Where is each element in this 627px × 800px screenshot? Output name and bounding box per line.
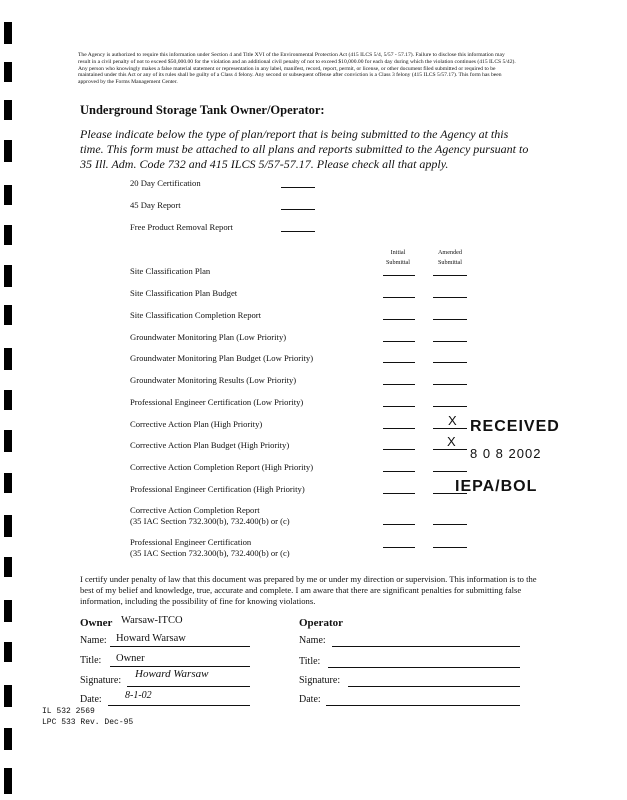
operator-name-label: Name: bbox=[299, 635, 326, 646]
initial-line[interactable] bbox=[383, 362, 415, 363]
amended-line[interactable] bbox=[433, 428, 467, 429]
operator-title-label: Title: bbox=[299, 656, 321, 667]
owner-signature: Howard Warsaw bbox=[135, 668, 209, 680]
owner-title-field[interactable] bbox=[110, 666, 250, 667]
amended-line[interactable] bbox=[433, 471, 467, 472]
certification-statement: I certify under penalty of law that this document was prepared by me or under my direction or supervision. This information is to the best of my belief and knowledge, true, accurate and complete. I am aware that there are significant penalties for submitting false information, including the possibility of fine for knowing violations. bbox=[80, 574, 537, 606]
item-pe-certification-high: Professional Engineer Certification (High Priority) bbox=[130, 484, 305, 494]
initial-line[interactable] bbox=[383, 275, 415, 276]
item-site-classification-completion: Site Classification Completion Report bbox=[130, 310, 262, 320]
item-corrective-action-completion-report: Corrective Action Completion Report bbox=[130, 505, 260, 515]
amended-line[interactable] bbox=[433, 384, 467, 385]
initial-line[interactable] bbox=[383, 297, 415, 298]
item-gw-monitoring-budget-low: Groundwater Monitoring Plan Budget (Low Priority) bbox=[130, 353, 314, 363]
owner-date-field[interactable] bbox=[108, 705, 250, 706]
initial-line[interactable] bbox=[383, 319, 415, 320]
received-stamp-date: 8 0 8 2002 bbox=[470, 446, 542, 461]
initial-line[interactable] bbox=[383, 341, 415, 342]
item-gw-monitoring-plan-low: Groundwater Monitoring Plan (Low Priority) bbox=[130, 332, 287, 342]
legal-notice: The Agency is authorized to require this information under Section 4 and Title XVI of the Environmental Protection Act (415 ILCS 5/4, 5/57 - 57.17). Failure to disclose this information may result in a civil penalty of not to exceed $50,000.00 for the violation and an additional civil penalty of not to exceed $10,000.00 for each day during which the violation continues (415 ILCS 5/42). Any person who knowingly makes a false material statement or representation in any label, manifest, record, report, permit, or license, or other document filed submitted or required to be maintained under this Act or any of its rules shall be guilty of a Class 4 felony. Any second or subsequent offense after conviction is a Class 3 felony (415 ILCS 5/57.17). This form has been approved by the Forms Management Center. bbox=[78, 52, 516, 86]
amended-line[interactable] bbox=[433, 449, 467, 450]
operator-signature-field[interactable] bbox=[348, 686, 520, 687]
item-20-day-certification: 20 Day Certification bbox=[130, 178, 201, 188]
amended-line[interactable] bbox=[433, 275, 467, 276]
amended-line[interactable] bbox=[433, 524, 467, 525]
item-pe-certification-low: Professional Engineer Certification (Low Priority) bbox=[130, 397, 304, 407]
item-site-classification-budget: Site Classification Plan Budget bbox=[130, 288, 238, 298]
owner-company: Warsaw-ITCO bbox=[121, 615, 183, 626]
initial-line[interactable] bbox=[383, 524, 415, 525]
initial-line[interactable] bbox=[383, 547, 415, 548]
owner-name-value: Howard Warsaw bbox=[116, 633, 186, 644]
owner-name-field[interactable] bbox=[110, 646, 250, 647]
item-pe-certification: Professional Engineer Certification bbox=[130, 537, 252, 547]
owner-date-value: 8-1-02 bbox=[125, 690, 152, 701]
operator-heading: Operator bbox=[299, 617, 343, 629]
column-initial-submittal: Initial Submittal bbox=[385, 249, 411, 266]
operator-name-field[interactable] bbox=[332, 646, 520, 647]
initial-line[interactable] bbox=[383, 449, 415, 450]
checkbox-line-free-product[interactable] bbox=[281, 231, 315, 232]
amended-line[interactable] bbox=[433, 319, 467, 320]
operator-signature-label: Signature: bbox=[299, 675, 341, 686]
checkmark-x: X bbox=[447, 434, 456, 449]
item-corrective-action-completion-high: Corrective Action Completion Report (High Priority) bbox=[130, 462, 314, 472]
owner-heading: Owner bbox=[80, 617, 113, 629]
owner-signature-label: Signature: bbox=[80, 675, 122, 686]
item-pe-certification-section: (35 IAC Section 732.300(b), 732.400(b) or (c) bbox=[130, 548, 290, 558]
amended-line[interactable] bbox=[433, 547, 467, 548]
owner-date-label: Date: bbox=[80, 694, 102, 705]
received-stamp: RECEIVED bbox=[470, 418, 560, 435]
checkbox-line-45-day[interactable] bbox=[281, 209, 315, 210]
form-id: IL 532 2569 bbox=[42, 707, 95, 716]
form-revision: LPC 533 Rev. Dec-95 bbox=[42, 718, 134, 727]
column-amended-submittal: Amended Submittal bbox=[437, 249, 463, 266]
item-45-day-report: 45 Day Report bbox=[130, 200, 181, 210]
item-ca-completion-section: (35 IAC Section 732.300(b), 732.400(b) or (c) bbox=[130, 516, 290, 526]
item-free-product-removal: Free Product Removal Report bbox=[130, 222, 233, 232]
operator-date-field[interactable] bbox=[326, 705, 520, 706]
owner-title-label: Title: bbox=[80, 655, 102, 666]
amended-line[interactable] bbox=[433, 362, 467, 363]
owner-signature-field[interactable] bbox=[127, 686, 250, 687]
owner-title-value: Owner bbox=[116, 653, 145, 664]
amended-line[interactable] bbox=[433, 341, 467, 342]
item-gw-monitoring-results-low: Groundwater Monitoring Results (Low Priority) bbox=[130, 375, 297, 385]
operator-title-field[interactable] bbox=[328, 667, 520, 668]
item-corrective-action-plan-high: Corrective Action Plan (High Priority) bbox=[130, 419, 263, 429]
section-heading: Underground Storage Tank Owner/Operator: bbox=[80, 103, 325, 117]
initial-line[interactable] bbox=[383, 471, 415, 472]
initial-line[interactable] bbox=[383, 384, 415, 385]
received-stamp-agency: IEPA/BOL bbox=[455, 478, 538, 495]
initial-line[interactable] bbox=[383, 406, 415, 407]
checkmark-x: X bbox=[448, 413, 457, 428]
checkbox-line-20-day[interactable] bbox=[281, 187, 315, 188]
owner-name-label: Name: bbox=[80, 635, 107, 646]
amended-line[interactable] bbox=[433, 406, 467, 407]
operator-date-label: Date: bbox=[299, 694, 321, 705]
amended-line[interactable] bbox=[433, 297, 467, 298]
initial-line[interactable] bbox=[383, 493, 415, 494]
initial-line[interactable] bbox=[383, 428, 415, 429]
item-corrective-action-budget-high: Corrective Action Plan Budget (High Priority) bbox=[130, 440, 290, 450]
item-site-classification-plan: Site Classification Plan bbox=[130, 266, 211, 276]
instructions: Please indicate below the type of plan/report that is being submitted to the Agency at this time. This form must be attached to all plans and reports submitted to the Agency pursuant to 35 Ill. Adm. Code 732 and 415 ILCS 5/57-57.17. Please check all that apply. bbox=[80, 127, 529, 171]
